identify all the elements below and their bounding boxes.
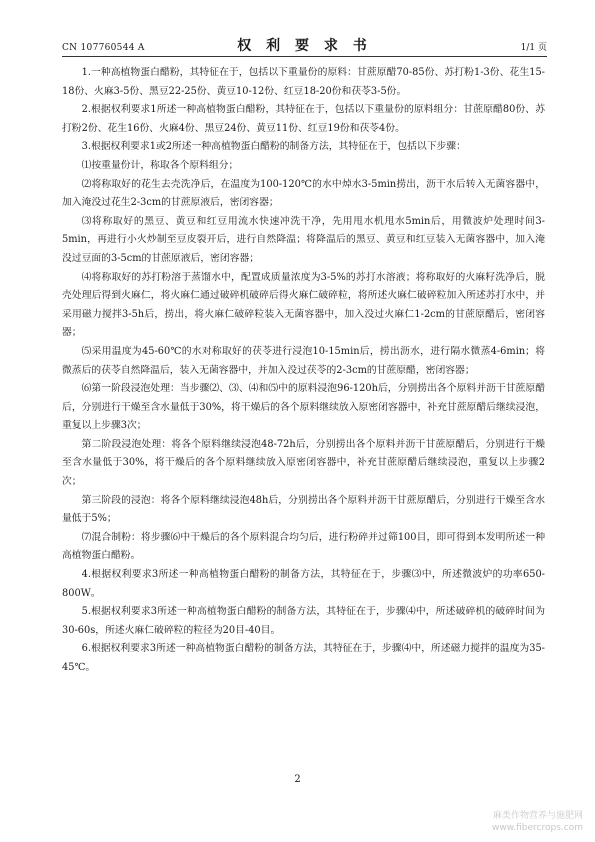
claim-6: 6.根据权利要求3所述一种高植物蛋白醋粉的制备方法，其特征在于，步骤⑷中，所述磁力搅拌的温度为35-45℃。	[62, 643, 545, 673]
watermark-site-name: 麻类作物营养与施肥网	[492, 811, 583, 821]
page-number: 2	[294, 774, 301, 785]
claim-3-step-6-stage-3: 第三阶段的浸泡：将各个原料继续浸泡48h后，分别捞出各个原料并沥干甘蔗原醋后，分别进行干燥至含水量低于5%；	[62, 494, 545, 525]
claim-3-step-2: ⑵将称取好的花生去壳洗净后，在温度为100-120℃的水中焯水3-5min捞出，沥干水后转入无菌容器中，加入淹没过花生2-3cm的甘蔗原液后，密闭容器；	[62, 178, 545, 209]
document-title: 权 利 要 求 书	[237, 38, 372, 54]
claim-3-step-7: ⑺混合制粉：将步骤⑹中干燥后的各个原料混合均匀后，进行粉碎并过筛100目，即可得到本发明所述一种高植物蛋白醋粉。	[62, 531, 545, 562]
claim-3-step-6-stage-2: 第二阶段浸泡处理：将各个原料继续浸泡48-72h后，分别捞出各个原料并沥干甘蔗原醋后，分别进行干燥至含水量低于30%，将干燥后的各个原料继续放入原密闭容器中，补充甘蔗原醋后继续浸泡，重复以上步骤2次；	[62, 438, 545, 488]
publication-number: CN 107760544 A	[62, 43, 145, 53]
claim-3-step-3: ⑶将称取好的黑豆、黄豆和红豆用流水快速冲洗干净，先用甩水机甩水5min后，用微波炉处理时间3-5min，再进行小火炒制至豆皮裂开后，进行自然降温；将降温后的黑豆、黄豆和红豆装入无菌容器中，加入淹没过豆面的3-5cm的甘蔗原液后，密闭容器；	[62, 215, 545, 264]
claim-2: 2.根据权利要求1所述一种高植物蛋白醋粉，其特征在于，包括以下重量份的原料组分：甘蔗原醋80份、苏打粉2份、花生16份、火麻4份、黑豆24份、黄豆11份、红豆19份和茯苓4份。	[62, 104, 545, 134]
claim-3-step-4: ⑷将称取好的苏打粉溶于蒸馏水中，配置成质量浓度为3-5%的苏打水溶液；将称取好的火麻籽洗净后，脱壳处理后得到火麻仁，将火麻仁通过破碎机破碎后得火麻仁破碎粒，将所述火麻仁破碎粒加入所述苏打水中，并采用磁力搅拌3-5h后，捞出，将火麻仁破碎粒装入无菌容器中，加入没过火麻仁1-2cm的甘蔗原醋后，密闭容器；	[62, 271, 545, 339]
claim-3-step-1: ⑴按重量份计，称取各个原料组分；	[81, 159, 239, 171]
claims-body	[62, 64, 545, 678]
claim-3: 3.根据权利要求1或2所述一种高植物蛋白醋粉的制备方法，其特征在于，包括以下步骤：	[81, 141, 466, 153]
claim-1: 1.一种高植物蛋白醋粉，其特征在于，包括以下重量份的原料：甘蔗原醋70-85份、苏打粉1-3份、花生15-18份、火麻3-5份、黑豆22-25份、黄豆10-12份、红豆18-20份和茯苓3-5份。	[62, 67, 545, 97]
page-header	[62, 34, 547, 57]
claim-5: 5.根据权利要求3所述一种高植物蛋白醋粉的制备方法，其特征在于，步骤⑷中，所述破碎机的破碎时间为30-60s，所述火麻仁破碎粒的粒径为20目-40目。	[62, 606, 545, 636]
watermark-url: www.fibercrops.com	[492, 823, 583, 833]
claim-4: 4.根据权利要求3所述一种高植物蛋白醋粉的制备方法，其特征在于，步骤⑶中，所述微波炉的功率650-800W。	[62, 569, 545, 599]
page-indicator: 1/1 页	[520, 43, 547, 53]
watermark	[492, 810, 583, 834]
claim-3-step-5: ⑸采用温度为45-60℃的水对称取好的茯苓进行浸泡10-15min后，捞出沥水，进行隔水微蒸4-6min；将微蒸后的茯苓自然降温后，装入无菌容器中，并加入没过茯苓的2-3cm的甘蔗原醋，密闭容器；	[62, 345, 545, 376]
claim-3-step-6-stage-1: ⑹第一阶段浸泡处理：当步骤⑵、⑶、⑷和⑸中的原料浸泡96-120h后，分别捞出各个原料并沥干甘蔗原醋后，分别进行干燥至含水量低于30%，将干燥后的各个原料继续放入原密闭容器中，补充甘蔗原醋后继续浸泡，重复以上步骤3次；	[62, 383, 545, 432]
